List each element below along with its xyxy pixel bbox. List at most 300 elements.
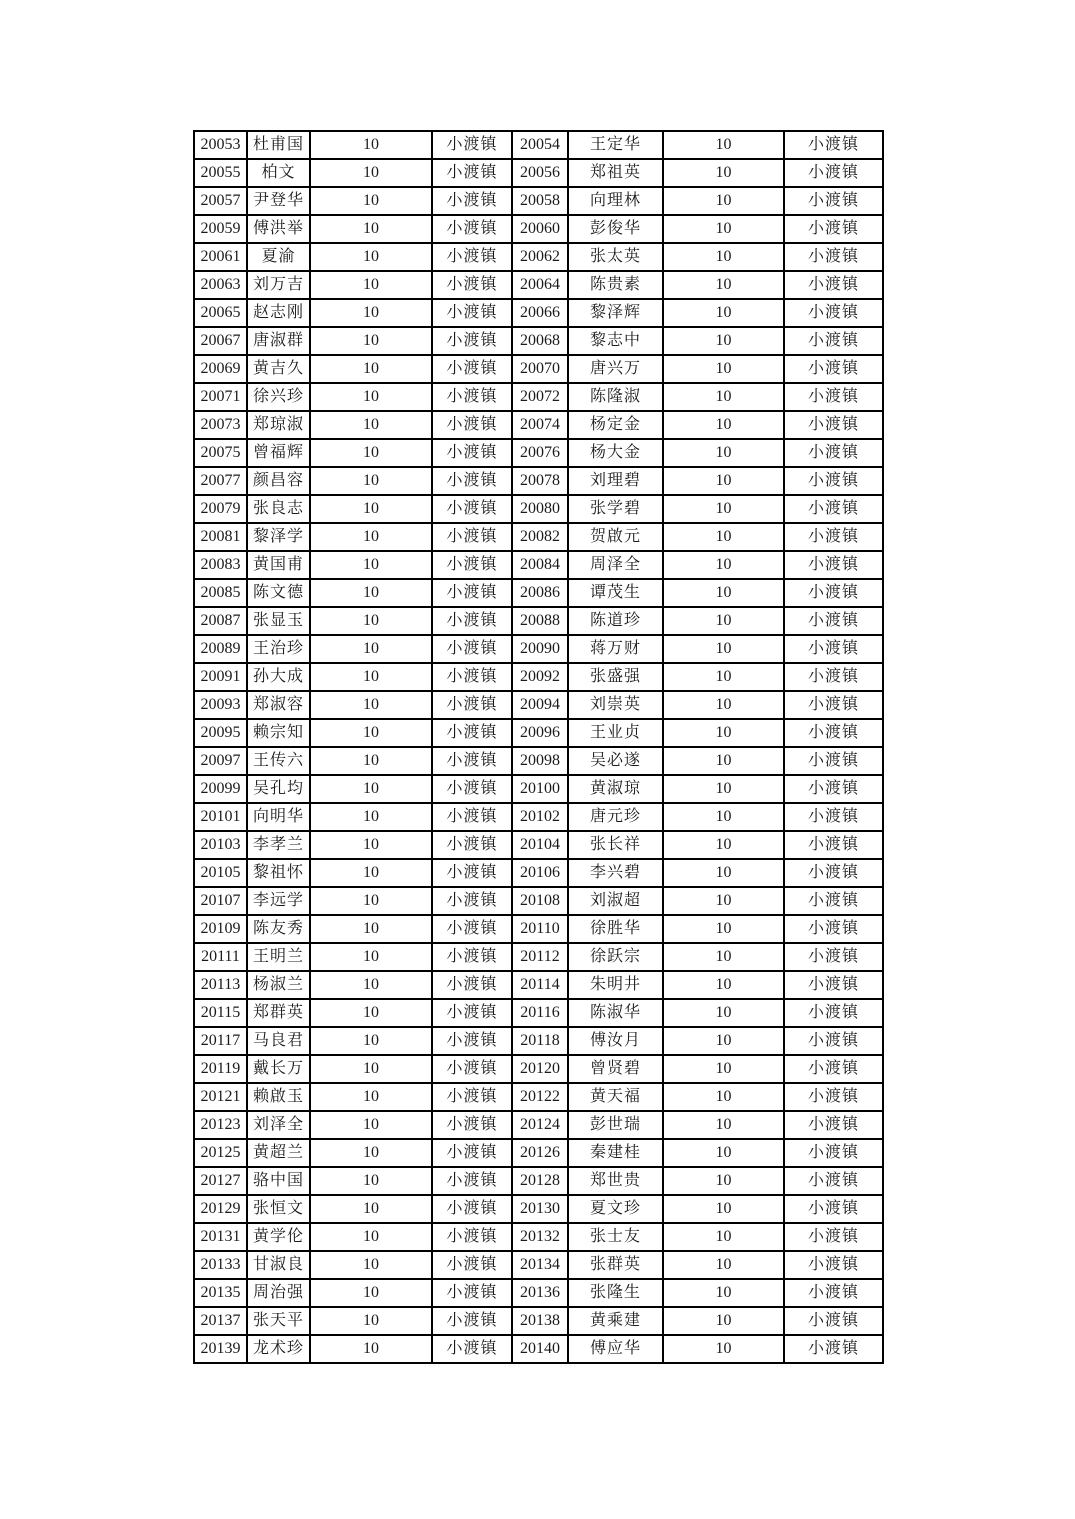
- table-row: [194, 523, 883, 551]
- person-id-cell: 20128: [512, 1167, 568, 1195]
- person-name-cell: 张天平: [247, 1307, 310, 1335]
- town-cell: 小渡镇: [784, 1055, 883, 1083]
- amount-cell: 10: [310, 215, 432, 243]
- town-cell: 小渡镇: [784, 803, 883, 831]
- person-name-cell: 吴孔均: [247, 775, 310, 803]
- person-id-cell: 20062: [512, 243, 568, 271]
- amount-cell: 10: [663, 131, 784, 159]
- person-name-cell: 黄淑琼: [568, 775, 663, 803]
- person-name-cell: 颜昌容: [247, 467, 310, 495]
- amount-cell: 10: [310, 271, 432, 299]
- person-id-cell: 20135: [194, 1279, 247, 1307]
- amount-cell: 10: [310, 831, 432, 859]
- person-name-cell: 李孝兰: [247, 831, 310, 859]
- person-name-cell: 曾福辉: [247, 439, 310, 467]
- table-row: [194, 1251, 883, 1279]
- amount-cell: 10: [663, 551, 784, 579]
- town-cell: 小渡镇: [784, 579, 883, 607]
- person-id-cell: 20106: [512, 859, 568, 887]
- person-id-cell: 20118: [512, 1027, 568, 1055]
- person-name-cell: 曾贤碧: [568, 1055, 663, 1083]
- town-cell: 小渡镇: [784, 467, 883, 495]
- table-row: [194, 383, 883, 411]
- person-name-cell: 向明华: [247, 803, 310, 831]
- amount-cell: 10: [310, 607, 432, 635]
- town-cell: 小渡镇: [784, 243, 883, 271]
- amount-cell: 10: [663, 355, 784, 383]
- amount-cell: 10: [310, 523, 432, 551]
- person-name-cell: 尹登华: [247, 187, 310, 215]
- person-name-cell: 柏文: [247, 159, 310, 187]
- table-row: [194, 271, 883, 299]
- town-cell: 小渡镇: [432, 1139, 512, 1167]
- person-name-cell: 夏文珍: [568, 1195, 663, 1223]
- person-id-cell: 20055: [194, 159, 247, 187]
- amount-cell: 10: [310, 1111, 432, 1139]
- person-name-cell: 唐元珍: [568, 803, 663, 831]
- person-name-cell: 王明兰: [247, 943, 310, 971]
- amount-cell: 10: [310, 1195, 432, 1223]
- amount-cell: 10: [663, 943, 784, 971]
- amount-cell: 10: [310, 999, 432, 1027]
- amount-cell: 10: [663, 1195, 784, 1223]
- town-cell: 小渡镇: [784, 887, 883, 915]
- person-id-cell: 20138: [512, 1307, 568, 1335]
- person-name-cell: 赵志刚: [247, 299, 310, 327]
- amount-cell: 10: [663, 747, 784, 775]
- amount-cell: 10: [663, 467, 784, 495]
- amount-cell: 10: [663, 187, 784, 215]
- person-name-cell: 朱明井: [568, 971, 663, 999]
- town-cell: 小渡镇: [784, 1279, 883, 1307]
- person-id-cell: 20056: [512, 159, 568, 187]
- person-name-cell: 彭世瑞: [568, 1111, 663, 1139]
- person-id-cell: 20071: [194, 383, 247, 411]
- table-row: [194, 131, 883, 159]
- person-id-cell: 20100: [512, 775, 568, 803]
- person-id-cell: 20103: [194, 831, 247, 859]
- person-id-cell: 20057: [194, 187, 247, 215]
- person-id-cell: 20108: [512, 887, 568, 915]
- person-id-cell: 20122: [512, 1083, 568, 1111]
- town-cell: 小渡镇: [784, 383, 883, 411]
- amount-cell: 10: [310, 579, 432, 607]
- town-cell: 小渡镇: [432, 355, 512, 383]
- person-id-cell: 20140: [512, 1335, 568, 1363]
- person-name-cell: 黄天福: [568, 1083, 663, 1111]
- person-id-cell: 20126: [512, 1139, 568, 1167]
- person-name-cell: 郑祖英: [568, 159, 663, 187]
- amount-cell: 10: [310, 635, 432, 663]
- amount-cell: 10: [663, 1111, 784, 1139]
- town-cell: 小渡镇: [432, 1279, 512, 1307]
- amount-cell: 10: [310, 1027, 432, 1055]
- town-cell: 小渡镇: [784, 1195, 883, 1223]
- person-name-cell: 黄超兰: [247, 1139, 310, 1167]
- amount-cell: 10: [310, 159, 432, 187]
- town-cell: 小渡镇: [784, 271, 883, 299]
- table-row: [194, 411, 883, 439]
- person-name-cell: 孙大成: [247, 663, 310, 691]
- table-row: [194, 355, 883, 383]
- town-cell: 小渡镇: [784, 1167, 883, 1195]
- person-id-cell: 20063: [194, 271, 247, 299]
- person-id-cell: 20097: [194, 747, 247, 775]
- table-row: [194, 551, 883, 579]
- person-name-cell: 谭茂生: [568, 579, 663, 607]
- person-id-cell: 20093: [194, 691, 247, 719]
- amount-cell: 10: [663, 1307, 784, 1335]
- person-id-cell: 20133: [194, 1251, 247, 1279]
- person-id-cell: 20123: [194, 1111, 247, 1139]
- town-cell: 小渡镇: [432, 1167, 512, 1195]
- person-id-cell: 20076: [512, 439, 568, 467]
- person-name-cell: 贺啟元: [568, 523, 663, 551]
- town-cell: 小渡镇: [432, 719, 512, 747]
- town-cell: 小渡镇: [432, 1307, 512, 1335]
- table-row: [194, 495, 883, 523]
- town-cell: 小渡镇: [432, 579, 512, 607]
- town-cell: 小渡镇: [432, 887, 512, 915]
- person-id-cell: 20117: [194, 1027, 247, 1055]
- table-row: [194, 747, 883, 775]
- person-id-cell: 20073: [194, 411, 247, 439]
- person-id-cell: 20119: [194, 1055, 247, 1083]
- amount-cell: 10: [663, 663, 784, 691]
- amount-cell: 10: [663, 523, 784, 551]
- person-name-cell: 黎泽辉: [568, 299, 663, 327]
- person-id-cell: 20137: [194, 1307, 247, 1335]
- person-id-cell: 20074: [512, 411, 568, 439]
- person-id-cell: 20085: [194, 579, 247, 607]
- person-id-cell: 20067: [194, 327, 247, 355]
- town-cell: 小渡镇: [784, 495, 883, 523]
- town-cell: 小渡镇: [432, 775, 512, 803]
- person-name-cell: 郑琼淑: [247, 411, 310, 439]
- town-cell: 小渡镇: [432, 159, 512, 187]
- person-id-cell: 20111: [194, 943, 247, 971]
- person-name-cell: 周治强: [247, 1279, 310, 1307]
- person-id-cell: 20090: [512, 635, 568, 663]
- person-name-cell: 马良君: [247, 1027, 310, 1055]
- table-row: [194, 943, 883, 971]
- town-cell: 小渡镇: [784, 131, 883, 159]
- table-row: [194, 971, 883, 999]
- person-id-cell: 20132: [512, 1223, 568, 1251]
- town-cell: 小渡镇: [432, 1027, 512, 1055]
- amount-cell: 10: [310, 187, 432, 215]
- table-row: [194, 635, 883, 663]
- town-cell: 小渡镇: [432, 971, 512, 999]
- person-id-cell: 20104: [512, 831, 568, 859]
- amount-cell: 10: [663, 691, 784, 719]
- table-row: [194, 1195, 883, 1223]
- table-row: [194, 1055, 883, 1083]
- amount-cell: 10: [663, 271, 784, 299]
- person-id-cell: 20089: [194, 635, 247, 663]
- table-row: [194, 663, 883, 691]
- person-id-cell: 20099: [194, 775, 247, 803]
- table-row: [194, 1027, 883, 1055]
- person-id-cell: 20077: [194, 467, 247, 495]
- amount-cell: 10: [310, 1167, 432, 1195]
- person-id-cell: 20094: [512, 691, 568, 719]
- amount-cell: 10: [310, 355, 432, 383]
- amount-cell: 10: [663, 971, 784, 999]
- person-id-cell: 20124: [512, 1111, 568, 1139]
- person-name-cell: 刘淑超: [568, 887, 663, 915]
- person-id-cell: 20116: [512, 999, 568, 1027]
- person-id-cell: 20109: [194, 915, 247, 943]
- person-id-cell: 20098: [512, 747, 568, 775]
- town-cell: 小渡镇: [432, 831, 512, 859]
- town-cell: 小渡镇: [784, 999, 883, 1027]
- person-id-cell: 20068: [512, 327, 568, 355]
- person-name-cell: 张太英: [568, 243, 663, 271]
- table-row: [194, 187, 883, 215]
- person-id-cell: 20112: [512, 943, 568, 971]
- person-name-cell: 黎志中: [568, 327, 663, 355]
- person-name-cell: 甘淑良: [247, 1251, 310, 1279]
- person-id-cell: 20081: [194, 523, 247, 551]
- person-name-cell: 徐胜华: [568, 915, 663, 943]
- town-cell: 小渡镇: [432, 607, 512, 635]
- person-id-cell: 20095: [194, 719, 247, 747]
- person-name-cell: 徐跃宗: [568, 943, 663, 971]
- town-cell: 小渡镇: [432, 495, 512, 523]
- person-name-cell: 杨淑兰: [247, 971, 310, 999]
- person-name-cell: 蒋万财: [568, 635, 663, 663]
- table-row: [194, 1223, 883, 1251]
- amount-cell: 10: [310, 243, 432, 271]
- town-cell: 小渡镇: [784, 215, 883, 243]
- person-id-cell: 20107: [194, 887, 247, 915]
- amount-cell: 10: [663, 411, 784, 439]
- amount-cell: 10: [663, 327, 784, 355]
- person-id-cell: 20086: [512, 579, 568, 607]
- table-row: [194, 439, 883, 467]
- person-id-cell: 20054: [512, 131, 568, 159]
- amount-cell: 10: [310, 747, 432, 775]
- person-name-cell: 张学碧: [568, 495, 663, 523]
- table-row: [194, 327, 883, 355]
- amount-cell: 10: [310, 943, 432, 971]
- person-id-cell: 20127: [194, 1167, 247, 1195]
- amount-cell: 10: [310, 439, 432, 467]
- person-name-cell: 吴必遂: [568, 747, 663, 775]
- person-name-cell: 王治珍: [247, 635, 310, 663]
- town-cell: 小渡镇: [432, 523, 512, 551]
- town-cell: 小渡镇: [784, 1307, 883, 1335]
- amount-cell: 10: [663, 607, 784, 635]
- town-cell: 小渡镇: [432, 943, 512, 971]
- person-id-cell: 20060: [512, 215, 568, 243]
- amount-cell: 10: [663, 1027, 784, 1055]
- person-name-cell: 张恒文: [247, 1195, 310, 1223]
- town-cell: 小渡镇: [432, 299, 512, 327]
- person-name-cell: 郑群英: [247, 999, 310, 1027]
- person-id-cell: 20121: [194, 1083, 247, 1111]
- town-cell: 小渡镇: [784, 1083, 883, 1111]
- town-cell: 小渡镇: [432, 383, 512, 411]
- person-id-cell: 20066: [512, 299, 568, 327]
- amount-cell: 10: [310, 1055, 432, 1083]
- table-row: [194, 159, 883, 187]
- amount-cell: 10: [310, 719, 432, 747]
- town-cell: 小渡镇: [432, 551, 512, 579]
- town-cell: 小渡镇: [784, 831, 883, 859]
- town-cell: 小渡镇: [784, 523, 883, 551]
- person-id-cell: 20102: [512, 803, 568, 831]
- town-cell: 小渡镇: [784, 1111, 883, 1139]
- town-cell: 小渡镇: [432, 271, 512, 299]
- town-cell: 小渡镇: [784, 943, 883, 971]
- person-name-cell: 傅洪举: [247, 215, 310, 243]
- town-cell: 小渡镇: [432, 747, 512, 775]
- town-cell: 小渡镇: [432, 1251, 512, 1279]
- amount-cell: 10: [310, 1307, 432, 1335]
- person-id-cell: 20092: [512, 663, 568, 691]
- town-cell: 小渡镇: [784, 607, 883, 635]
- amount-cell: 10: [663, 775, 784, 803]
- person-id-cell: 20082: [512, 523, 568, 551]
- table-row: [194, 1083, 883, 1111]
- table-row: [194, 579, 883, 607]
- town-cell: 小渡镇: [432, 859, 512, 887]
- person-name-cell: 骆中国: [247, 1167, 310, 1195]
- person-name-cell: 周泽全: [568, 551, 663, 579]
- town-cell: 小渡镇: [784, 663, 883, 691]
- amount-cell: 10: [663, 215, 784, 243]
- person-name-cell: 黄乘建: [568, 1307, 663, 1335]
- table-row: [194, 803, 883, 831]
- person-name-cell: 刘崇英: [568, 691, 663, 719]
- person-name-cell: 陈道珍: [568, 607, 663, 635]
- person-name-cell: 王业贞: [568, 719, 663, 747]
- town-cell: 小渡镇: [432, 999, 512, 1027]
- person-name-cell: 陈贵素: [568, 271, 663, 299]
- amount-cell: 10: [663, 579, 784, 607]
- person-id-cell: 20110: [512, 915, 568, 943]
- person-name-cell: 杨大金: [568, 439, 663, 467]
- person-name-cell: 李兴碧: [568, 859, 663, 887]
- person-name-cell: 唐淑群: [247, 327, 310, 355]
- person-id-cell: 20096: [512, 719, 568, 747]
- amount-cell: 10: [310, 887, 432, 915]
- person-name-cell: 郑世贵: [568, 1167, 663, 1195]
- amount-cell: 10: [310, 131, 432, 159]
- person-name-cell: 黄学伦: [247, 1223, 310, 1251]
- table-row: [194, 999, 883, 1027]
- town-cell: 小渡镇: [432, 691, 512, 719]
- amount-cell: 10: [663, 635, 784, 663]
- person-name-cell: 傅汝月: [568, 1027, 663, 1055]
- amount-cell: 10: [663, 859, 784, 887]
- person-id-cell: 20069: [194, 355, 247, 383]
- person-name-cell: 张隆生: [568, 1279, 663, 1307]
- amount-cell: 10: [310, 383, 432, 411]
- person-name-cell: 黄国甫: [247, 551, 310, 579]
- person-id-cell: 20130: [512, 1195, 568, 1223]
- person-name-cell: 杜甫国: [247, 131, 310, 159]
- person-id-cell: 20083: [194, 551, 247, 579]
- table-row: [194, 215, 883, 243]
- person-name-cell: 刘泽全: [247, 1111, 310, 1139]
- amount-cell: 10: [310, 1335, 432, 1363]
- amount-cell: 10: [310, 691, 432, 719]
- town-cell: 小渡镇: [784, 1335, 883, 1363]
- amount-cell: 10: [663, 1279, 784, 1307]
- person-id-cell: 20059: [194, 215, 247, 243]
- amount-cell: 10: [663, 1167, 784, 1195]
- amount-cell: 10: [663, 915, 784, 943]
- person-name-cell: 赖啟玉: [247, 1083, 310, 1111]
- person-id-cell: 20101: [194, 803, 247, 831]
- person-id-cell: 20064: [512, 271, 568, 299]
- amount-cell: 10: [663, 1223, 784, 1251]
- amount-cell: 10: [310, 971, 432, 999]
- person-name-cell: 张长祥: [568, 831, 663, 859]
- person-id-cell: 20115: [194, 999, 247, 1027]
- person-id-cell: 20065: [194, 299, 247, 327]
- amount-cell: 10: [310, 1083, 432, 1111]
- amount-cell: 10: [663, 439, 784, 467]
- table-row: [194, 775, 883, 803]
- amount-cell: 10: [663, 1055, 784, 1083]
- amount-cell: 10: [310, 775, 432, 803]
- person-name-cell: 黄吉久: [247, 355, 310, 383]
- person-id-cell: 20088: [512, 607, 568, 635]
- person-name-cell: 赖宗知: [247, 719, 310, 747]
- person-name-cell: 陈文德: [247, 579, 310, 607]
- table-row: [194, 887, 883, 915]
- person-name-cell: 张士友: [568, 1223, 663, 1251]
- town-cell: 小渡镇: [432, 411, 512, 439]
- amount-cell: 10: [310, 467, 432, 495]
- town-cell: 小渡镇: [784, 635, 883, 663]
- table-row: [194, 691, 883, 719]
- person-id-cell: 20080: [512, 495, 568, 523]
- town-cell: 小渡镇: [784, 187, 883, 215]
- table-row: [194, 831, 883, 859]
- town-cell: 小渡镇: [432, 803, 512, 831]
- person-id-cell: 20105: [194, 859, 247, 887]
- roster-table-body: [194, 131, 883, 1363]
- person-id-cell: 20061: [194, 243, 247, 271]
- town-cell: 小渡镇: [432, 439, 512, 467]
- amount-cell: 10: [663, 803, 784, 831]
- person-name-cell: 张良志: [247, 495, 310, 523]
- person-id-cell: 20120: [512, 1055, 568, 1083]
- person-id-cell: 20075: [194, 439, 247, 467]
- person-name-cell: 王传六: [247, 747, 310, 775]
- town-cell: 小渡镇: [432, 1055, 512, 1083]
- person-name-cell: 龙术珍: [247, 1335, 310, 1363]
- town-cell: 小渡镇: [432, 131, 512, 159]
- roster-table: [193, 130, 884, 1364]
- person-name-cell: 张显玉: [247, 607, 310, 635]
- town-cell: 小渡镇: [432, 1111, 512, 1139]
- person-name-cell: 杨定金: [568, 411, 663, 439]
- amount-cell: 10: [310, 1223, 432, 1251]
- amount-cell: 10: [663, 831, 784, 859]
- table-row: [194, 1167, 883, 1195]
- amount-cell: 10: [310, 299, 432, 327]
- town-cell: 小渡镇: [432, 635, 512, 663]
- town-cell: 小渡镇: [784, 327, 883, 355]
- table-row: [194, 243, 883, 271]
- amount-cell: 10: [310, 411, 432, 439]
